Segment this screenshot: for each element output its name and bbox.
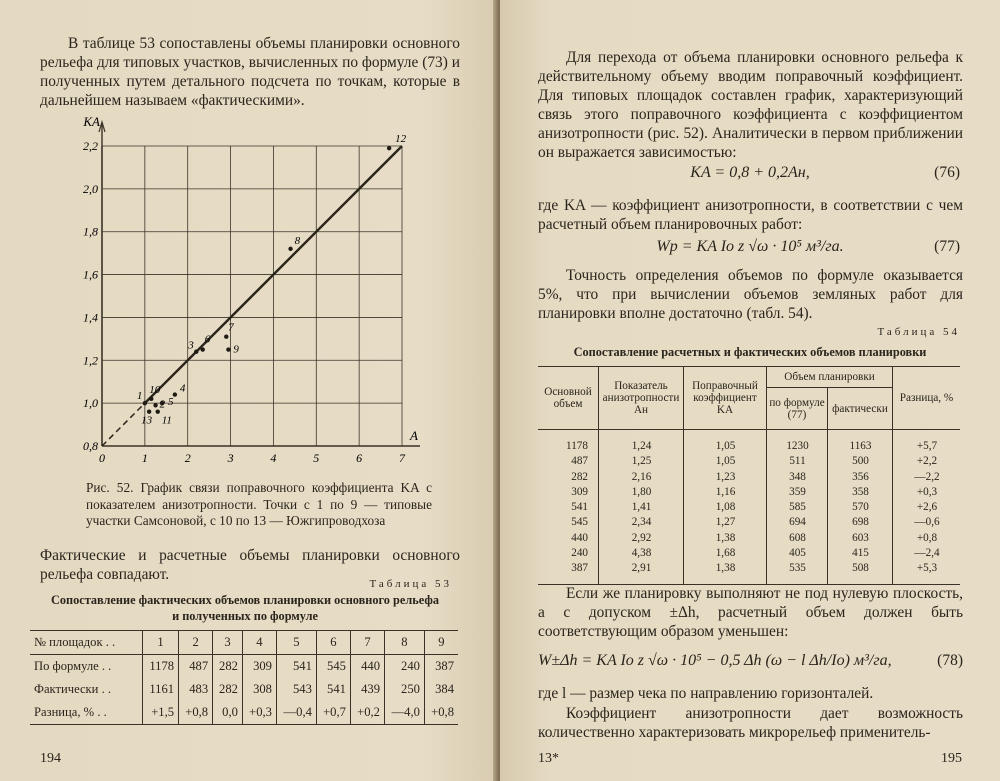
data-point [201, 347, 205, 351]
data-point-label: 7 [228, 321, 234, 334]
signature-mark: 13* [538, 751, 559, 766]
table53-cell: 282 [213, 678, 243, 701]
paragraph-3: Точность определения объемов по формуле оказывается 5%, что при вычислении объемов земляных работ для планировки вполне достаточно (табл. 54). [538, 267, 963, 322]
table53-row [30, 701, 458, 725]
table54-cell: 356 [828, 470, 893, 485]
table53-row [30, 631, 458, 655]
data-point [153, 403, 157, 407]
table54-cell: 1,24 [599, 430, 684, 455]
x-tick-label: 0 [99, 451, 105, 465]
table54-cell: —2,2 [914, 470, 940, 483]
equation-76 [500, 164, 1000, 182]
y-tick-label: 1,2 [83, 353, 98, 368]
data-point [224, 335, 228, 339]
table54-row [538, 531, 960, 546]
table54-row [538, 470, 960, 485]
equation-78-number: (78) [937, 652, 963, 669]
table53-cell: +0,3 [242, 701, 276, 725]
table53-cell: 9 [424, 631, 458, 655]
table53-cell: —4,0 [384, 701, 424, 725]
data-point [149, 397, 153, 401]
x-axis-label: A [410, 428, 418, 443]
table54-row [538, 500, 960, 515]
table53-cell: 4 [242, 631, 276, 655]
table54-cell: 359 [767, 485, 828, 500]
paragraph-5: где l — размер чека по направлению горизонталей. [538, 685, 874, 702]
table54-cell: 545 [538, 515, 599, 530]
table53-cell: 387 [435, 659, 454, 673]
table54-cell: 603 [828, 531, 893, 546]
table53-cell: +0,7 [316, 701, 350, 725]
table53-row [30, 655, 458, 679]
table53-row-label: Фактически . . [30, 678, 143, 701]
table53-cell: —0,4 [276, 701, 316, 725]
table54-cell: —0,6 [914, 516, 940, 529]
equation-77-body: Wр = KA Iо z √ω · 10⁵ м³/га. [656, 238, 844, 255]
table54-cell: 4,38 [599, 546, 684, 561]
t54-header-actual: фактически [828, 388, 893, 430]
table54-cell: 1,08 [684, 500, 767, 515]
table53-cell: 439 [350, 678, 384, 701]
table54-cell: 1,23 [684, 470, 767, 485]
y-tick-label: 0,8 [83, 439, 98, 453]
table54-cell: 608 [767, 531, 828, 546]
x-tick-label: 1 [141, 451, 148, 465]
t54-header-by-formula: по формуле (77) [767, 388, 828, 430]
table54-cell: 1,80 [599, 485, 684, 500]
equation-78-body: W±Δh = KA Iо z √ω · 10⁵ − 0,5 Δh (ω − l Δh/Iо) м³/га, [538, 652, 892, 669]
table53-cell: +0,8 [179, 701, 213, 725]
data-point-label: 3 [188, 339, 194, 352]
data-point-label: 2 [159, 398, 166, 411]
table54-label: Таблица 54 [877, 326, 960, 338]
table54-cell: 2,16 [599, 470, 684, 485]
table53-cell: 1 [143, 631, 179, 655]
table54-cell: 387 [538, 561, 599, 584]
t54-header-base-volume: Основной объем [538, 367, 599, 430]
table53-title: Сопоставление фактических объемов планировки основного рельефа и полученных по формуле [51, 593, 439, 623]
table54-cell: 282 [538, 470, 599, 485]
table54-cell: 511 [767, 454, 828, 469]
table53-cell: 308 [242, 678, 276, 701]
table54-row [538, 546, 960, 561]
table54-cell: 570 [828, 500, 893, 515]
table54-row [538, 454, 960, 469]
y-tick-label: 1,6 [83, 267, 98, 282]
data-point-label: 4 [179, 382, 186, 395]
table54-cell: 2,91 [599, 561, 684, 584]
table53-row-label: По формуле . . [30, 655, 143, 679]
t54-header-planning-volume: Объем планировки [767, 367, 893, 388]
x-tick-label: 2 [184, 451, 191, 465]
table54 [538, 366, 960, 585]
data-point-label: 10 [149, 383, 161, 396]
table54-cell: —2,4 [914, 547, 940, 560]
page-number-left: 194 [40, 751, 61, 766]
table53-cell: 541 [316, 678, 350, 701]
table53-cell: 5 [276, 631, 316, 655]
table53-cell: +0,2 [350, 701, 384, 725]
paragraph-1: Для перехода от объема планировки основного рельефа к действительному объему вводим поправочный коэффициент. Для типовых площадок составлен график, характеризующий связь этого поправочного коэффициента с коэффициентом анизотропности (рис. 52). Аналитически в первом приближении он выражается зависимостью: [538, 49, 963, 161]
table53-cell: 440 [350, 655, 384, 679]
y-tick-label: 2,0 [83, 181, 98, 196]
table54-cell: 309 [538, 485, 599, 500]
table54-cell: 1,16 [684, 485, 767, 500]
table54-cell: 585 [767, 500, 828, 515]
page-number-right: 195 [941, 751, 962, 766]
table54-cell: 541 [538, 500, 599, 515]
table53-cell: 2 [179, 631, 213, 655]
table54-cell: 1178 [538, 430, 599, 455]
table53-cell: 8 [384, 631, 424, 655]
table54-cell: 2,34 [599, 515, 684, 530]
data-point-label: 1 [136, 390, 143, 403]
table53-cell: 1161 [143, 678, 179, 701]
table53-cell: 7 [350, 631, 384, 655]
figure-52-chart [70, 110, 430, 480]
table54-cell: 698 [828, 515, 893, 530]
table53-row-label: Разница, % . . [30, 701, 143, 725]
table54-cell: 500 [828, 454, 893, 469]
paragraph-6: Коэффициент анизотропности дает возможность количественно характеризовать микрорельеф применитель- [538, 705, 963, 741]
table53-cell: 282 [213, 655, 243, 679]
data-point [288, 247, 292, 251]
equation-77 [500, 238, 1000, 256]
table54-cell: +0,3 [916, 485, 938, 498]
table54-cell: 1,68 [684, 546, 767, 561]
t54-header-anisotropy: Показатель анизотропности Aн [599, 367, 684, 430]
x-tick-label: 4 [270, 451, 277, 465]
table54-cell: 1,05 [684, 430, 767, 455]
y-axis-label: KA [83, 114, 100, 129]
table54-cell: 440 [538, 531, 599, 546]
data-point [156, 410, 160, 414]
table54-row [538, 430, 960, 455]
table53-cell: 487 [179, 655, 213, 679]
y-tick-label: 1,0 [83, 396, 98, 411]
table54-row [538, 561, 960, 584]
table53-cell: 1178 [143, 655, 179, 679]
intro-paragraph: В таблице 53 сопоставлены объемы планировки основного рельефа для типовых участков, вычисленных по формуле (73) и полученных путем детального подсчета по точкам, которые в дальнейшем называем «фактическими». [40, 35, 460, 109]
table54-row [538, 485, 960, 500]
t54-header-difference: Разница, % [893, 367, 961, 430]
equation-76-number: (76) [934, 164, 960, 181]
data-point [143, 401, 147, 405]
data-point-label: 9 [233, 343, 239, 356]
table54-cell: 1163 [828, 430, 893, 455]
table54-cell: +2,2 [916, 455, 938, 468]
table53-cell: 483 [179, 678, 213, 701]
data-point [194, 350, 198, 354]
fit-line-dashed [102, 403, 145, 446]
x-tick-label: 7 [399, 451, 405, 465]
figure-caption: Рис. 52. График связи поправочного коэффициента KA с показателем анизотропности. Точки с 1 по 9 — типовые участки Самсоновой, с 10 по 13 — Южгипроводхоза [86, 480, 432, 528]
table54-cell: 240 [538, 546, 599, 561]
table53-row [30, 678, 458, 701]
table53-cell: 543 [276, 678, 316, 701]
table54-cell: 487 [538, 454, 599, 469]
table54-cell: 1,25 [599, 454, 684, 469]
data-point-label: 11 [161, 414, 172, 427]
table54-cell: +5,3 [916, 562, 938, 575]
table53-cell: 250 [384, 678, 424, 701]
table54-cell: 508 [828, 561, 893, 584]
table53 [30, 630, 458, 725]
table53-label: Таблица 53 [369, 578, 452, 590]
table54-cell: 1230 [767, 430, 828, 455]
table54-cell: 2,92 [599, 531, 684, 546]
x-tick-label: 6 [356, 451, 363, 465]
y-tick-label: 1,8 [83, 224, 98, 239]
table53-cell: 545 [316, 655, 350, 679]
table53-cell: 541 [276, 655, 316, 679]
table53-cell: +0,8 [431, 705, 454, 719]
table53-row-label: № площадок . . [30, 631, 143, 655]
right-page [500, 0, 1000, 781]
x-tick-label: 5 [313, 451, 320, 465]
data-point-label: 6 [204, 333, 211, 346]
table54-cell: 348 [767, 470, 828, 485]
paragraph-2: где KA — коэффициент анизотропности, в соответствии с чем расчетный объем планировочных работ: [538, 197, 963, 233]
equation-78 [538, 652, 963, 670]
data-point-label: 8 [294, 234, 301, 247]
t54-header-correction: Поправочный коэффициент KA [684, 367, 767, 430]
table54-cell: 1,05 [684, 454, 767, 469]
table54-cell: 358 [828, 485, 893, 500]
table53-cell: 240 [384, 655, 424, 679]
data-point-label: 5 [168, 396, 174, 409]
table54-cell: +5,7 [916, 440, 938, 452]
equation-77-number: (77) [934, 238, 960, 255]
after-figure-paragraph: Фактические и расчетные объемы планировки основного рельефа совпадают. [40, 547, 460, 583]
table53-cell: 6 [316, 631, 350, 655]
table53-cell: +1,5 [143, 701, 179, 725]
table54-row [538, 515, 960, 530]
table54-cell: 405 [767, 546, 828, 561]
table53-cell: 3 [213, 631, 243, 655]
data-point [147, 410, 151, 414]
table53-cell: 0,0 [213, 701, 243, 725]
left-page [0, 0, 497, 781]
table53-cell: 309 [242, 655, 276, 679]
paragraph-4: Если же планировку выполняют не под нулевую плоскость, а с допуском ±Δh, расчетный объем должен быть соответствующим образом уменьшен: [538, 585, 963, 640]
table53-cell: 384 [435, 682, 454, 696]
table54-cell: 1,27 [684, 515, 767, 530]
x-tick-label: 3 [227, 451, 234, 465]
table54-cell: +2,6 [916, 501, 938, 514]
table54-cell: 1,41 [599, 500, 684, 515]
table54-cell: 415 [828, 546, 893, 561]
table54-cell: 1,38 [684, 561, 767, 584]
table54-cell: 694 [767, 515, 828, 530]
table54-cell: +0,8 [916, 531, 938, 544]
data-point-label: 12 [395, 133, 407, 146]
table54-cell: 535 [767, 561, 828, 584]
data-point [226, 347, 230, 351]
data-point [387, 146, 391, 150]
equation-76-body: KA = 0,8 + 0,2Aн, [690, 164, 810, 181]
table54-cell: 1,38 [684, 531, 767, 546]
y-tick-label: 2,2 [83, 139, 98, 153]
y-tick-label: 1,4 [83, 310, 98, 325]
table54-title: Сопоставление расчетных и фактических объемов планировки [573, 345, 927, 359]
data-point-label: 13 [141, 414, 153, 427]
